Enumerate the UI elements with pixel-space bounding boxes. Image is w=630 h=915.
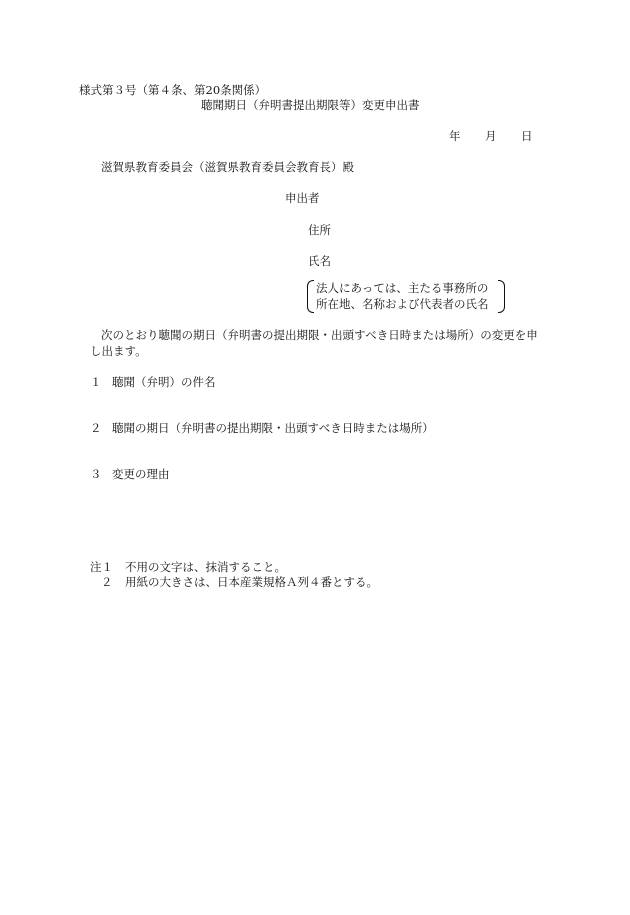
date-day-label: 日 [521,129,533,143]
date-year-label: 年 [449,129,461,143]
note-2: 用紙の大きさは、日本産業規格Ａ列４番とする。 [125,575,378,589]
corporate-note-line1: 法人にあっては、主たる事務所の [316,281,489,295]
left-bracket [307,280,314,313]
addressee: 滋賀県教育委員会（滋賀県教育委員会教育長）殿 [101,160,354,174]
item-number: ２ [90,421,102,435]
name-label: 氏名 [308,254,331,268]
item-text: 聴聞の期日（弁明書の提出期限・出頭すべき日時または場所） [112,421,434,435]
note-1: 不用の文字は、抹消すること。 [125,560,286,574]
applicant-heading: 申出者 [285,191,320,205]
body-text-line1: 次のとおり聴聞の期日（弁明書の提出期限・出頭すべき日時または場所）の変更を申 [101,328,538,342]
body-text-line2: し出ます。 [90,344,147,358]
form-number: 様式第３号（第４条、第20条関係） [79,83,267,97]
item-number: １ [90,375,102,389]
corporate-note [307,279,505,312]
item-number: ３ [90,467,102,481]
item-text: 聴聞（弁明）の件名 [112,375,216,389]
right-bracket [498,280,505,313]
address-label: 住所 [308,223,331,237]
note-2-number: ２ [101,575,113,589]
form-title: 聴聞期日（弁明書提出期限等）変更申出書 [201,98,420,112]
notes-label: 注１ [90,560,113,574]
corporate-note-line2: 所在地、名称および代表者の氏名 [316,297,489,311]
date-month-label: 月 [485,129,497,143]
item-text: 変更の理由 [112,467,170,481]
